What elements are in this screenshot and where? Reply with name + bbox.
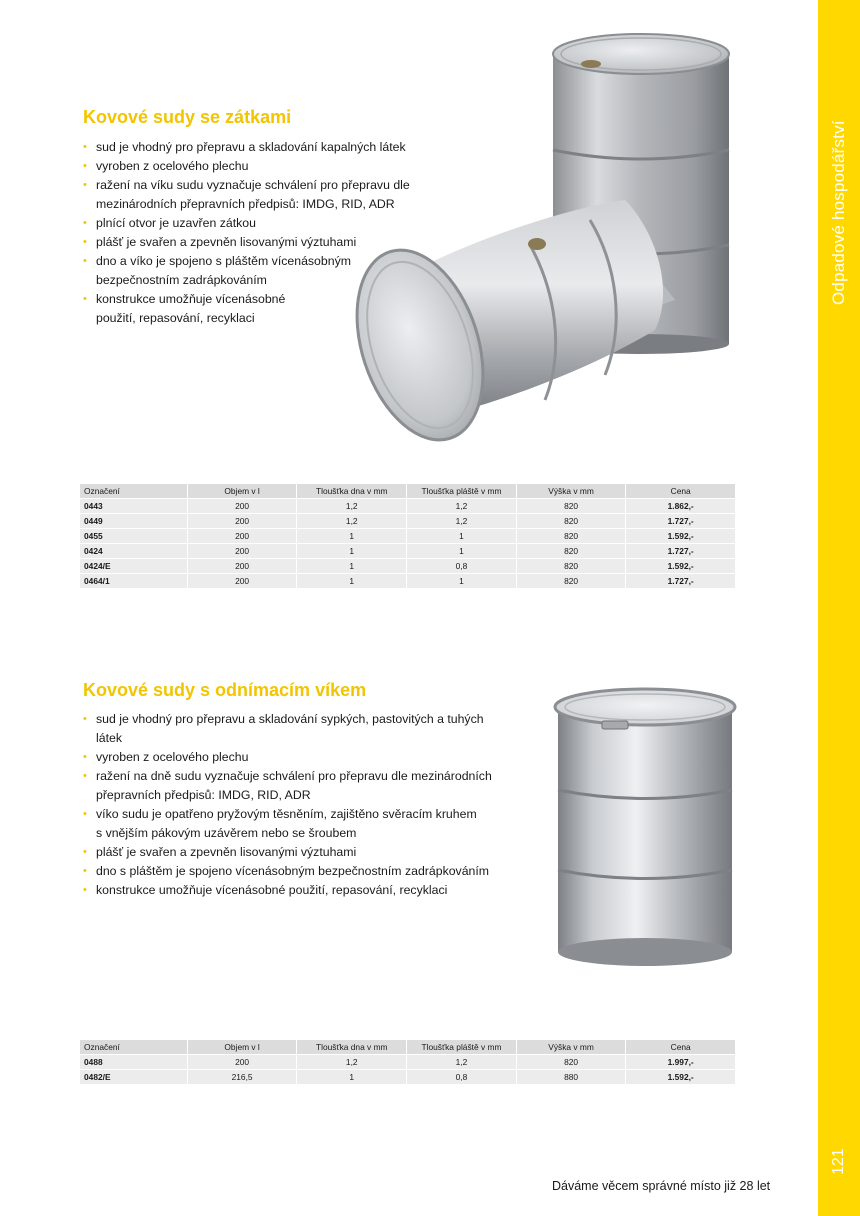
feature-item: • dno a víko je spojeno s pláštěm vícenásobným — [83, 252, 413, 271]
cell-bottom: 1 — [297, 559, 407, 573]
table-row — [80, 544, 736, 558]
feature-item: • dno s pláštěm je spojeno vícenásobným bezpečnostním zadrápkováním — [83, 862, 503, 881]
feature-item: • plášť je svařen a zpevněn lisovanými výztuhami — [83, 233, 413, 252]
feature-item: • ražení na dně sudu vyznačuje schválení pro přepravu dle mezinárodních — [83, 767, 503, 786]
cell-bottom: 1,2 — [297, 514, 407, 528]
feature-item-cont: látek — [96, 731, 122, 745]
feature-item: • konstrukce umožňuje vícenásobné — [83, 290, 413, 309]
cell-code: 0424/E — [80, 559, 188, 573]
cell-price: 1.727,- — [626, 514, 736, 528]
feature-item: • sud je vhodný pro přepravu a skladování kapalných látek — [83, 138, 413, 157]
cell-code: 0449 — [80, 514, 188, 528]
cell-volume: 216,5 — [188, 1070, 298, 1084]
section2-spec-table — [80, 1039, 736, 1085]
col-header-shell-thickness: Tloušťka pláště v mm — [407, 1040, 517, 1054]
cell-bottom: 1 — [297, 529, 407, 543]
cell-bottom: 1 — [297, 544, 407, 558]
cell-shell: 1 — [407, 544, 517, 558]
cell-volume: 200 — [188, 529, 298, 543]
cell-volume: 200 — [188, 514, 298, 528]
cell-shell: 1,2 — [407, 514, 517, 528]
cell-price: 1.592,- — [626, 1070, 736, 1084]
cell-bottom: 1 — [297, 574, 407, 588]
feature-item-cont: přepravních předpisů: IMDG, RID, ADR — [96, 788, 311, 802]
col-header-price: Cena — [626, 1040, 736, 1054]
cell-height: 820 — [517, 1055, 627, 1069]
feature-item-cont: s vnějším pákovým uzávěrem nebo se šroubem — [96, 826, 357, 840]
table-header-row — [80, 484, 736, 498]
cell-code: 0488 — [80, 1055, 188, 1069]
feature-item-cont: použití, repasování, recyklaci — [96, 311, 255, 325]
col-header-volume: Objem v l — [188, 1040, 298, 1054]
cell-height: 880 — [517, 1070, 627, 1084]
cell-volume: 200 — [188, 499, 298, 513]
cell-shell: 1,2 — [407, 1055, 517, 1069]
cell-shell: 0,8 — [407, 1070, 517, 1084]
cell-bottom: 1 — [297, 1070, 407, 1084]
cell-height: 820 — [517, 544, 627, 558]
table-row — [80, 574, 736, 588]
table-row — [80, 559, 736, 573]
feature-item: • sud je vhodný pro přepravu a skladování sypkých, pastovitých a tuhých — [83, 710, 503, 729]
section1-spec-table — [80, 483, 736, 589]
feature-item-cont: bezpečnostním zadrápkováním — [96, 273, 267, 287]
section2-features — [83, 710, 503, 900]
cell-height: 820 — [517, 574, 627, 588]
table-header-row — [80, 1040, 736, 1054]
bung-drums-image — [355, 30, 740, 460]
feature-item: • plnící otvor je uzavřen zátkou — [83, 214, 413, 233]
footer-tagline: Dáváme věcem správné místo již 28 let — [552, 1179, 771, 1193]
col-header-code: Označení — [80, 484, 188, 498]
col-header-price: Cena — [626, 484, 736, 498]
cell-volume: 200 — [188, 574, 298, 588]
col-header-code: Označení — [80, 1040, 188, 1054]
cell-bottom: 1,2 — [297, 499, 407, 513]
cell-price: 1.727,- — [626, 574, 736, 588]
cell-volume: 200 — [188, 544, 298, 558]
feature-item-cont: mezinárodních přepravních předpisů: IMDG, RID, ADR — [96, 197, 395, 211]
table-row — [80, 499, 736, 513]
cell-code: 0482/E — [80, 1070, 188, 1084]
cell-code: 0443 — [80, 499, 188, 513]
cell-bottom: 1,2 — [297, 1055, 407, 1069]
cell-height: 820 — [517, 499, 627, 513]
cell-shell: 1 — [407, 529, 517, 543]
cell-shell: 1 — [407, 574, 517, 588]
section1-heading: Kovové sudy se zátkami — [83, 107, 292, 127]
feature-item: • konstrukce umožňuje vícenásobné použití, repasování, recyklaci — [83, 881, 503, 900]
feature-item: • vyroben z ocelového plechu — [83, 157, 413, 176]
section2-heading: Kovové sudy s odnímacím víkem — [83, 680, 367, 700]
cell-price: 1.997,- — [626, 1055, 736, 1069]
col-header-shell-thickness: Tloušťka pláště v mm — [407, 484, 517, 498]
feature-item: • vyroben z ocelového plechu — [83, 748, 503, 767]
cell-price: 1.592,- — [626, 529, 736, 543]
cell-height: 820 — [517, 514, 627, 528]
cell-height: 820 — [517, 559, 627, 573]
table-row — [80, 514, 736, 528]
cell-price: 1.592,- — [626, 559, 736, 573]
col-header-bottom-thickness: Tloušťka dna v mm — [297, 484, 407, 498]
col-header-volume: Objem v l — [188, 484, 298, 498]
cell-code: 0424 — [80, 544, 188, 558]
cell-price: 1.862,- — [626, 499, 736, 513]
feature-item: • plášť je svařen a zpevněn lisovanými výztuhami — [83, 843, 503, 862]
cell-volume: 200 — [188, 559, 298, 573]
table-row — [80, 529, 736, 543]
feature-item: • víko sudu je opatřeno pryžovým těsněním, zajištěno svěracím kruhem — [83, 805, 503, 824]
cell-code: 0464/1 — [80, 574, 188, 588]
open-head-drum-image — [550, 685, 740, 980]
col-header-bottom-thickness: Tloušťka dna v mm — [297, 1040, 407, 1054]
cell-shell: 0,8 — [407, 559, 517, 573]
cell-code: 0455 — [80, 529, 188, 543]
cell-price: 1.727,- — [626, 544, 736, 558]
cell-volume: 200 — [188, 1055, 298, 1069]
cell-height: 820 — [517, 529, 627, 543]
table-row — [80, 1070, 736, 1084]
table-row — [80, 1055, 736, 1069]
col-header-height: Výška v mm — [517, 1040, 627, 1054]
cell-shell: 1,2 — [407, 499, 517, 513]
col-header-height: Výška v mm — [517, 484, 627, 498]
feature-item: • ražení na víku sudu vyznačuje schválení pro přepravu dle — [83, 176, 413, 195]
